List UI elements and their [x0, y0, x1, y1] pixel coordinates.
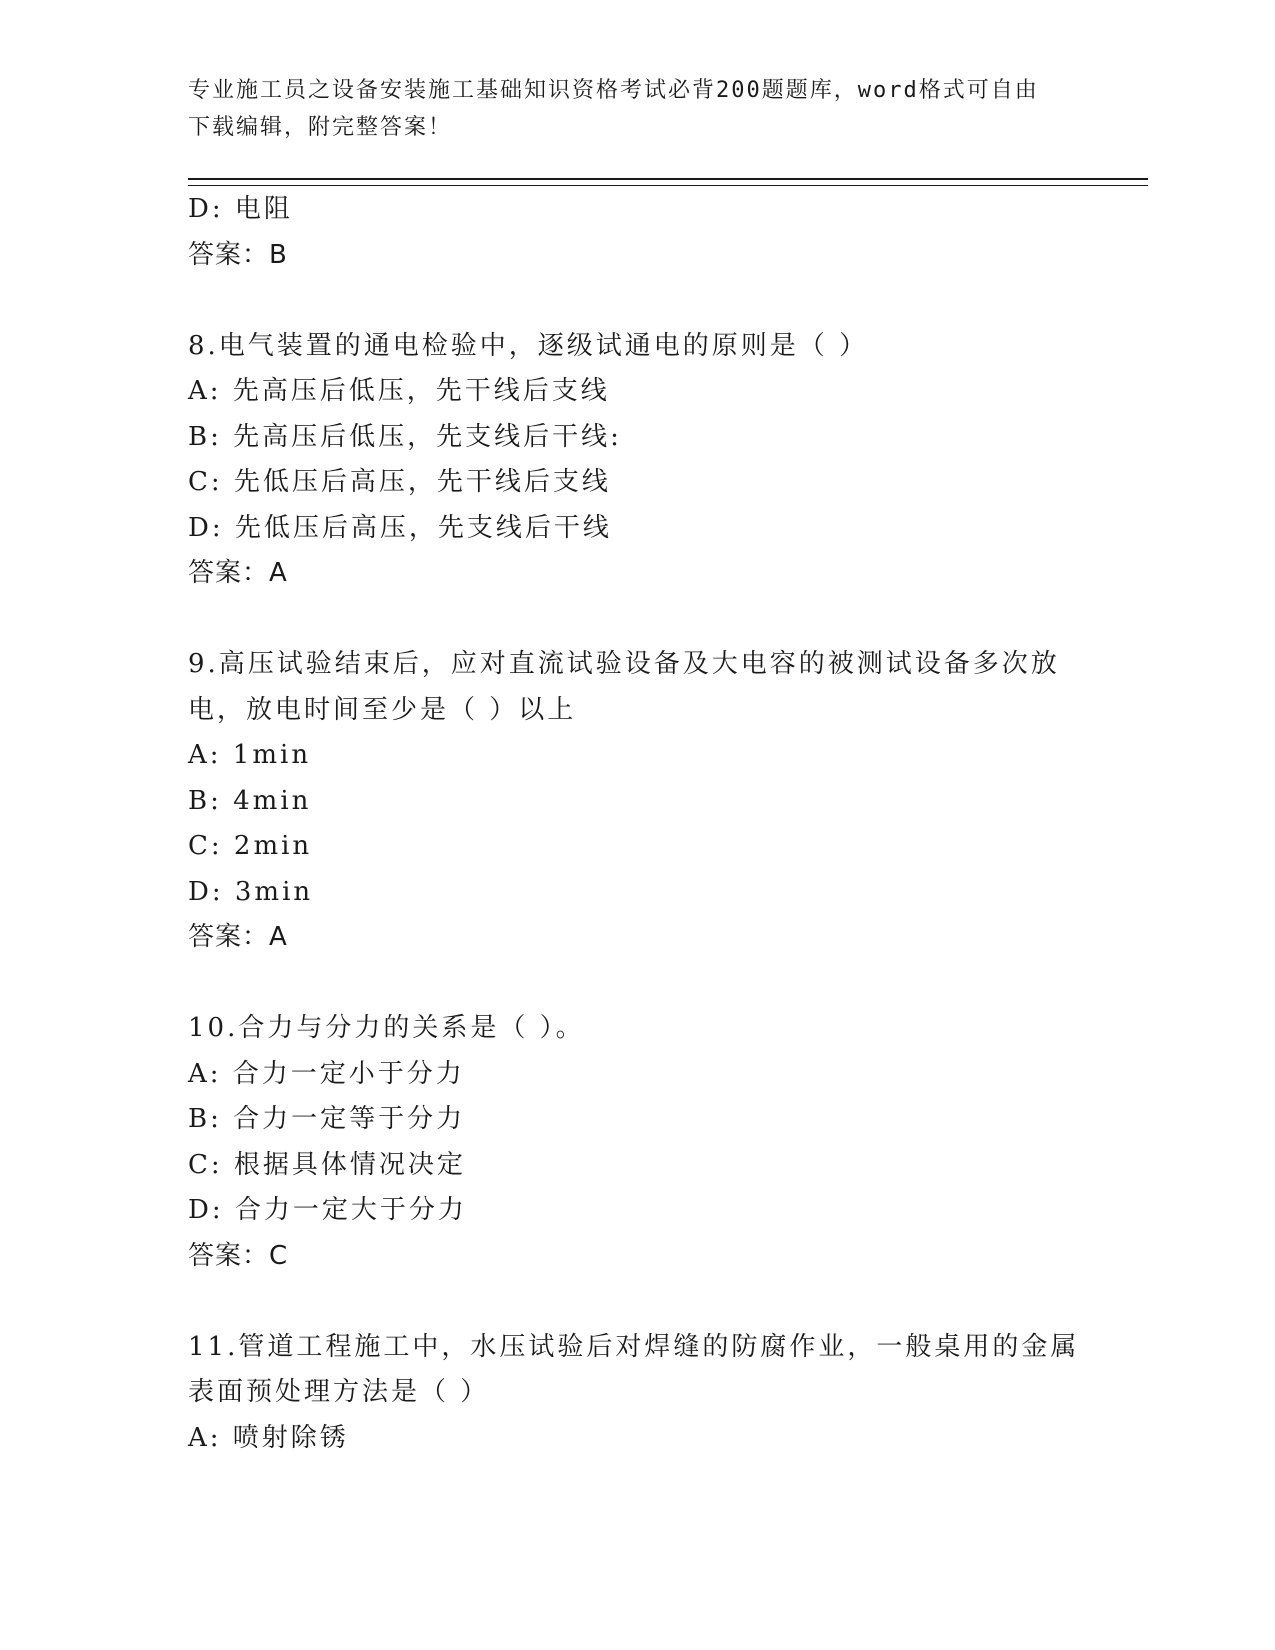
option-d: D: 先低压后高压，先支线后干线 — [188, 512, 612, 543]
question-stem-continued: 电，放电时间至少是（ ）以上 — [188, 694, 577, 725]
option-b: B: 4min — [188, 785, 312, 816]
option-d: D: 合力一定大于分力 — [188, 1195, 467, 1225]
option-c: C: 2min — [188, 831, 313, 861]
header-line-2: 下载编辑，附完整答案！ — [188, 115, 453, 140]
question-8 — [188, 324, 1088, 597]
header-line-1: 专业施工员之设备安装施工基础知识资格考试必背200题题库，word格式可自由 — [188, 78, 1039, 103]
answer-line: 答案：B — [188, 239, 288, 270]
option-b: B: 先高压后低压，先支线后干线: — [188, 421, 622, 452]
option-a: A: 先高压后低压，先干线后支线 — [188, 376, 610, 406]
question-11 — [188, 1325, 1088, 1462]
answer-line: 答案：C — [188, 1240, 289, 1271]
question-stem: 9.高压试验结束后，应对直流试验设备及大电容的被测试设备多次放 — [188, 649, 1060, 679]
option-d: D: 电阻 — [188, 194, 293, 224]
option-c: C: 根据具体情况决定 — [188, 1149, 466, 1180]
question-stem: 10.合力与分力的关系是（ ）。 — [188, 1013, 585, 1043]
question-stem: 8.电气装置的通电检验中，逐级试通电的原则是（ ） — [188, 330, 869, 361]
question-10 — [188, 1006, 1088, 1279]
option-b: B: 合力一定等于分力 — [188, 1104, 466, 1134]
answer-line: 答案：A — [188, 922, 288, 952]
option-a: A: 合力一定小于分力 — [188, 1058, 465, 1089]
option-a: A: 1min — [188, 740, 312, 770]
question-stem: 11.管道工程施工中，水压试验后对焊缝的防腐作业，一般桌用的金属 — [188, 1331, 1080, 1362]
page-header — [188, 72, 1058, 146]
option-c: C: 先低压后高压，先干线后支线 — [188, 467, 611, 497]
answer-line: 答案：A — [188, 558, 288, 588]
question-list — [188, 187, 1088, 1461]
option-a: A: 喷射除锈 — [188, 1422, 349, 1453]
document-page — [188, 0, 1148, 1650]
question-stem-continued: 表面预处理方法是（ ） — [188, 1377, 490, 1407]
question-9 — [188, 642, 1088, 961]
option-d: D: 3min — [188, 876, 314, 907]
header-divider — [188, 178, 1148, 186]
